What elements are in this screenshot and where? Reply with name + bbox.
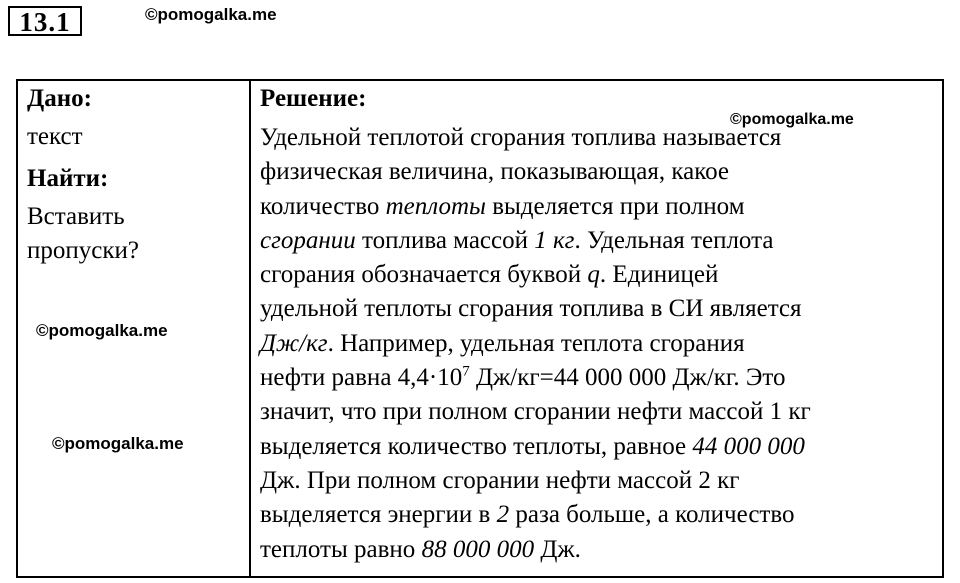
solution-line-5: сгорания обозначается буквой q. Единицей [260, 261, 719, 289]
find-text-line2: пропуски? [27, 237, 139, 264]
solution-line-3: количество теплоты выделяется при полном [260, 192, 745, 220]
watermark-top: ©pomogalka.me [145, 5, 277, 24]
solution-line-10: выделяется количество теплоты, равное 44 000 000 [260, 432, 805, 460]
problem-number: 13.1 [8, 6, 82, 36]
solution-line-8: нефти равна $4,4\cdot 10^7$ Дж/кг=44 000 000 Дж/кг. Это [260, 363, 786, 392]
solution-line-7: Дж/кг. Например, удельная теплота сгорания [260, 329, 745, 357]
given-text: текст [27, 123, 83, 150]
solution-text [260, 121, 940, 567]
solution-line-11: Дж. При полном сгорании нефти массой 2 кг [260, 466, 740, 494]
watermark-left-2: ©pomogalka.me [52, 434, 184, 453]
given-label: Дано: [27, 85, 92, 112]
given-column [27, 82, 242, 268]
solution-heading: Решение: [260, 85, 367, 112]
watermark-solution: ©pomogalka.me [730, 111, 854, 128]
solution-line-1: Удельной теплотой сгорания топлива называется [260, 124, 782, 151]
watermark-left-1: ©pomogalka.me [36, 321, 168, 340]
solution-line-9: значит, что при полном сгорании нефти массой 1 кг [260, 398, 811, 426]
find-text-line1: Вставить [27, 203, 125, 230]
find-label: Найти: [27, 165, 109, 192]
solution-line-13: теплоты равно 88 000 000 Дж. [260, 535, 581, 563]
column-divider [249, 79, 251, 578]
solution-line-2: физическая величина, показывающая, какое [260, 158, 730, 186]
solution-line-4: сгорании топлива массой 1 кг. Удельная теплота [260, 226, 774, 254]
solution-line-6: удельной теплоты сгорания топлива в СИ является [260, 295, 802, 323]
solution-line-12: выделяется энергии в 2 раза больше, а количество [260, 501, 795, 529]
